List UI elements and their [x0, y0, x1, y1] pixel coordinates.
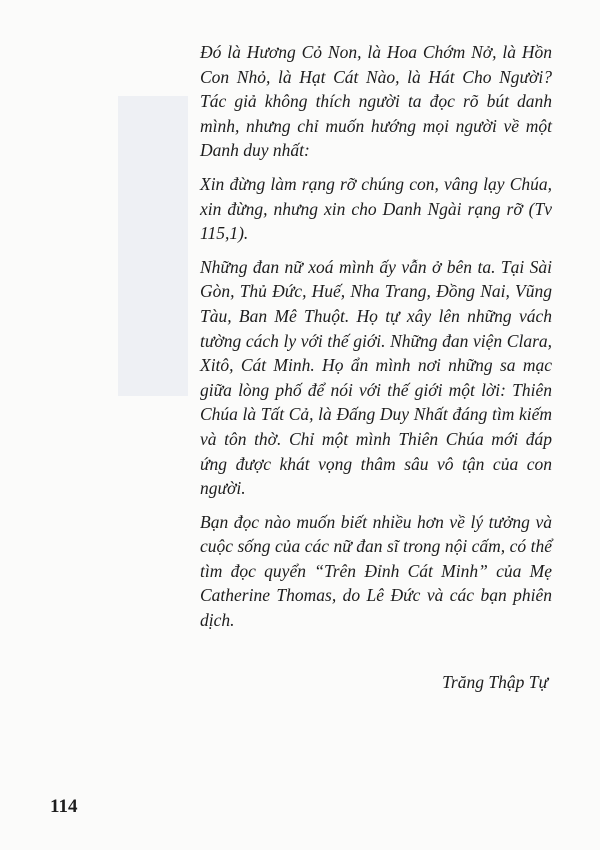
paragraph-psalm-quote: Xin đừng làm rạng rỡ chúng con, vâng lạy Chúa, xin đừng, nhưng xin cho Danh Ngài rạng rỡ (Tv 115,1).: [200, 173, 552, 244]
page-number: 114: [50, 796, 78, 817]
author-signature: Trăng Thập Tự: [442, 672, 548, 692]
paragraph-pen-names: Đó là Hương Cỏ Non, là Hoa Chớm Nở, là Hồn Con Nhỏ, là Hạt Cát Nào, là Hát Cho Người? Tác giả không thích người ta đọc rõ bút danh mình, nhưng chỉ muốn hướng mọi người về một Danh duy nhất:: [200, 42, 552, 161]
paragraph-book-recommendation: Bạn đọc nào muốn biết nhiều hơn về lý tưởng và cuộc sống của các nữ đan sĩ trong nội cấm, có thể tìm đọc quyển “Trên Đỉnh Cát Minh” của Mẹ Catherine Thomas, do Lê Đức và các bạn phiên dịch.: [200, 511, 552, 631]
main-text: [200, 40, 552, 642]
bleed-through-image: [118, 96, 188, 396]
paragraph-monasteries: Những đan nữ xoá mình ấy vẫn ở bên ta. Tại Sài Gòn, Thủ Đức, Huế, Nha Trang, Đồng Nai, Vũng Tàu, Ban Mê Thuột. Họ tự xây lên những vách tường cách ly với thế giới. Những đan viện Clara, Xitô, Cát Minh. Họ ẩn mình nơi những sa mạc giữa lòng phố để nói với thế giới một lời: Thiên Chúa là Tất Cả, là Đấng Duy Nhất đáng tìm kiếm và tôn thờ. Chỉ một mình Thiên Chúa mới đáp ứng được khát vọng thâm sâu vô tận của con người.: [200, 256, 552, 499]
